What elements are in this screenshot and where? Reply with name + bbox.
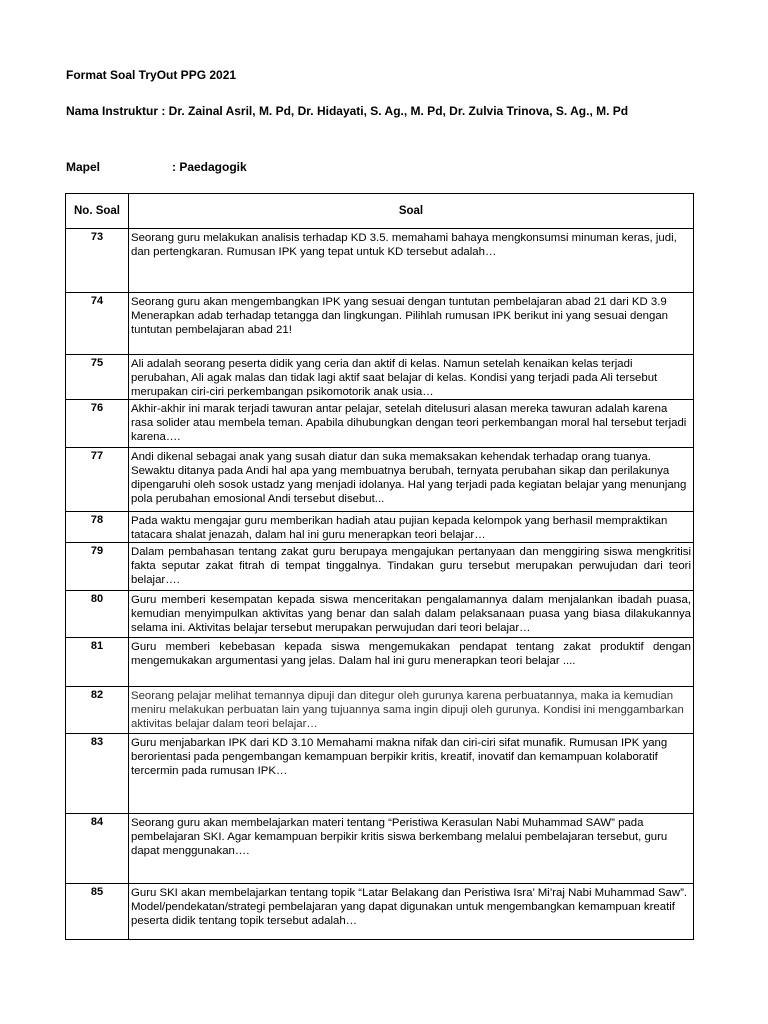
- question-number: 75: [66, 355, 129, 400]
- question-text: Guru SKI akan membelajarkan tentang topik “Latar Belakang dan Peristiwa Isra’ Mi’raj Nabi Muhammad Saw”. Model/pendekatan/strategi pembelajaran yang dapat digunakan untuk mengembangkan kemampuan kreatif peserta didik tentang topik tersebut adalah…: [129, 884, 694, 940]
- table-row: [66, 591, 694, 638]
- question-number: 79: [66, 543, 129, 591]
- question-number: 78: [66, 512, 129, 543]
- column-header-soal: Soal: [129, 194, 694, 229]
- table-row: [66, 512, 694, 543]
- instructor-line: Nama Instruktur : Dr. Zainal Asril, M. Pd, Dr. Hidayati, S. Ag., M. Pd, Dr. Zulvia Trinova, S. Ag., M. Pd: [66, 104, 629, 118]
- table-row: [66, 734, 694, 814]
- question-number: 77: [66, 448, 129, 512]
- mapel-label: Mapel: [66, 160, 101, 174]
- table-row: [66, 400, 694, 448]
- question-text: Ali adalah seorang peserta didik yang ceria dan aktif di kelas. Namun setelah kenaikan kelas terjadi perubahan, Ali agak malas dan tidak lagi aktif saat belajar di kelas. Kondisi yang terjadi pada Ali tersebut merupakan ciri-ciri perkembangan psikomotorik anak usia…: [129, 355, 694, 400]
- question-text: Pada waktu mengajar guru memberikan hadiah atau pujian kepada kelompok yang berhasil mempraktikan tatacara shalat jenazah, dalam hal ini guru menerapkan teori belajar…: [129, 512, 694, 543]
- question-number: 83: [66, 734, 129, 814]
- question-text: Guru menjabarkan IPK dari KD 3.10 Memahami makna nifak dan ciri-ciri sifat munafik. Rumusan IPK yang berorientasi pada pengembangan kemampuan berpikir kritis, kreatif, inovatif dan kemampuan kolaboratif tercermin pada rumusan IPK…: [129, 734, 694, 814]
- question-text: Andi dikenal sebagai anak yang susah diatur dan suka memaksakan kehendak terhadap orang tuanya. Sewaktu ditanya pada Andi hal apa yang membuatnya berubah, ternyata perubahan sikap dan perilakunya dipengaruhi oleh sosok ustadz yang menjadi idolanya. Hal yang terjadi pada kegiatan belajar yang menunjang pola perubahan emosional Andi tersebut disebut...: [129, 448, 694, 512]
- table-row: [66, 814, 694, 884]
- document-title: Format Soal TryOut PPG 2021: [66, 68, 237, 82]
- table-row: [66, 638, 694, 687]
- question-table: [65, 193, 694, 940]
- question-number: 76: [66, 400, 129, 448]
- table-row: [66, 884, 694, 940]
- column-header-no: No. Soal: [66, 194, 129, 229]
- table-row: [66, 293, 694, 355]
- question-text: Seorang guru melakukan analisis terhadap KD 3.5. memahami bahaya mengkonsumsi minuman keras, judi, dan pertengkaran. Rumusan IPK yang tepat untuk KD tersebut adalah…: [129, 229, 694, 293]
- question-number: 74: [66, 293, 129, 355]
- mapel-value: : Paedagogik: [172, 160, 247, 174]
- question-number: 81: [66, 638, 129, 687]
- question-number: 80: [66, 591, 129, 638]
- question-number: 84: [66, 814, 129, 884]
- table-row: [66, 543, 694, 591]
- question-text: Akhir-akhir ini marak terjadi tawuran antar pelajar, setelah ditelusuri alasan mereka tawuran adalah karena rasa solider atau membela teman. Apabila dihubungkan dengan teori perkembangan moral hal tersebut terjadi karena….: [129, 400, 694, 448]
- question-text: Guru memberi kebebasan kepada siswa mengemukakan pendapat tentang zakat produktif dengan mengemukakan argumentasi yang jelas. Dalam hal ini guru menerapkan teori belajar ....: [129, 638, 694, 687]
- question-number: 73: [66, 229, 129, 293]
- question-text: Seorang guru akan membelajarkan materi tentang “Peristiwa Kerasulan Nabi Muhammad SAW” pada pembelajaran SKI. Agar kemampuan berpikir kritis siswa berkembang melalui pembelajaran tersebut, guru dapat menggunakan….: [129, 814, 694, 884]
- question-text: Dalam pembahasan tentang zakat guru berupaya mengajukan pertanyaan dan menggiring siswa mengkritisi fakta seputar zakat fitrah di tempat tinggalnya. Tindakan guru tersebut merupakan perwujudan dari teori belajar….: [129, 543, 694, 591]
- table-row: [66, 448, 694, 512]
- question-text: Seorang pelajar melihat temannya dipuji dan ditegur oleh gurunya karena perbuatannya, maka ia kemudian meniru melakukan perbuatan lain yang tujuannya sama ingin dipuji oleh gurunya. Kondisi ini menggambarkan aktivitas belajar dalam teori belajar…: [129, 687, 694, 734]
- table-row: [66, 355, 694, 400]
- table-row: [66, 229, 694, 293]
- question-text: Guru memberi kesempatan kepada siswa menceritakan pengalamannya dalam menjalankan ibadah puasa, kemudian menyimpulkan aktivitas yang benar dan salah dalam pelaksanaan puasa yang biasa dilakukannya selama ini. Aktivitas belajar tersebut merupakan perwujudan dari teori belajar…: [129, 591, 694, 638]
- table-row: [66, 687, 694, 734]
- question-number: 82: [66, 687, 129, 734]
- table-header-row: [66, 194, 694, 229]
- question-text: Seorang guru akan mengembangkan IPK yang sesuai dengan tuntutan pembelajaran abad 21 dari KD 3.9 Menerapkan adab terhadap tetangga dan lingkungan. Pilihlah rumusan IPK berikut ini yang sesuai dengan tuntutan pembelajaran abad 21!: [129, 293, 694, 355]
- question-number: 85: [66, 884, 129, 940]
